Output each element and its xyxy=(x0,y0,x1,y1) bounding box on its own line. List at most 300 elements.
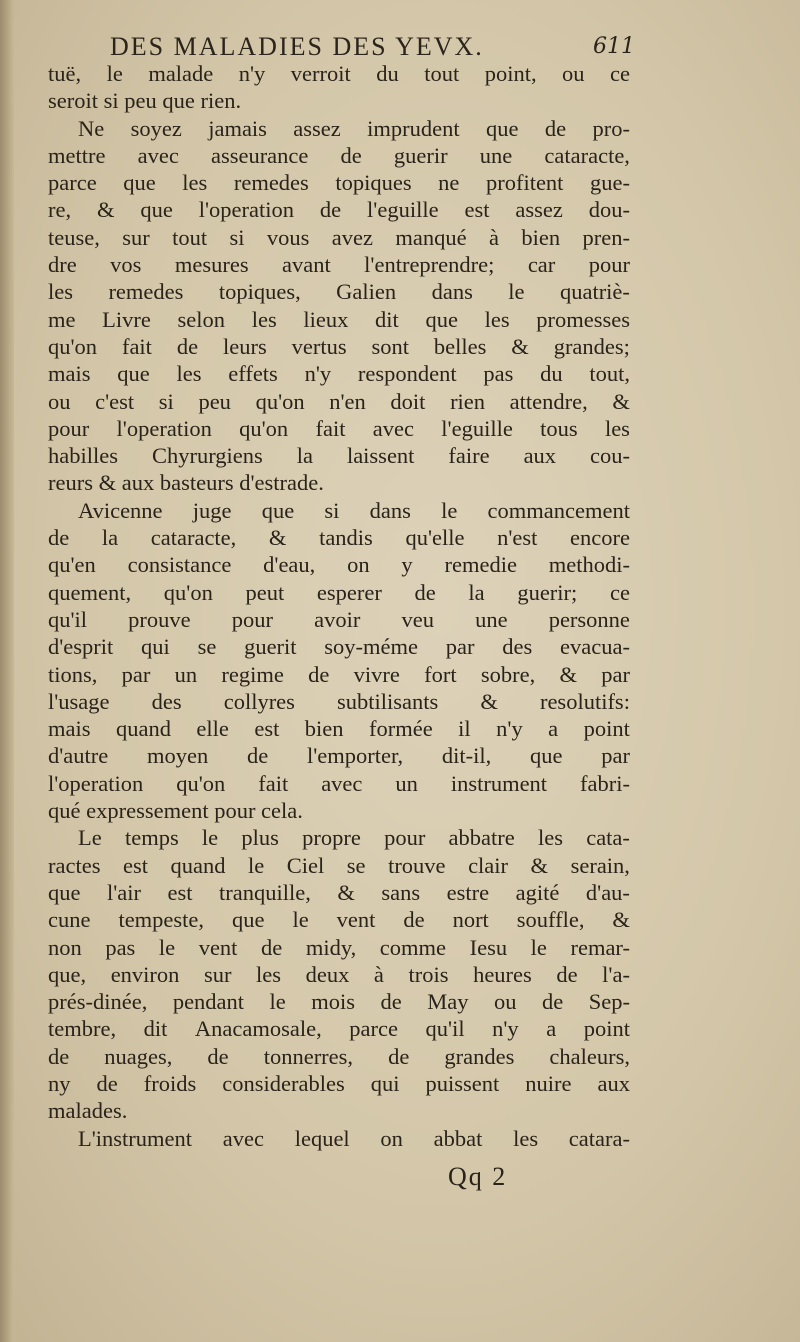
word: les xyxy=(537,825,563,851)
word: l'eguille xyxy=(441,415,513,441)
word: topiques xyxy=(335,170,412,196)
word: de xyxy=(48,1043,70,1069)
word: que xyxy=(48,879,81,905)
word: lieux xyxy=(303,306,349,332)
text-line xyxy=(48,688,630,715)
word: ce xyxy=(610,61,630,86)
word: Iesu xyxy=(469,934,508,960)
text-line xyxy=(48,60,630,87)
word: ou xyxy=(48,388,71,414)
word: c'est xyxy=(95,388,135,414)
word: on xyxy=(380,1125,403,1151)
page-number: 611 xyxy=(593,34,635,59)
word: re, xyxy=(48,197,72,223)
page-gutter xyxy=(0,0,14,1342)
word: de xyxy=(414,579,436,605)
word: souffle, xyxy=(516,907,585,933)
word: n'est xyxy=(497,525,538,551)
word: se xyxy=(346,852,366,878)
word: remedie xyxy=(444,552,517,578)
word: & xyxy=(96,197,115,223)
word: de xyxy=(96,1070,118,1096)
word: l'a- xyxy=(602,961,630,987)
word: & xyxy=(559,661,577,687)
word: prouve xyxy=(128,606,191,632)
word: profitent xyxy=(485,170,564,196)
word: le xyxy=(292,907,309,933)
word: teuse, xyxy=(48,224,100,250)
word: des xyxy=(502,634,533,660)
word: gue- xyxy=(589,170,630,196)
word: grandes xyxy=(444,1043,515,1069)
word: dre xyxy=(48,252,77,278)
word: le xyxy=(201,825,219,851)
word: par xyxy=(601,661,630,687)
word: que xyxy=(261,497,295,523)
word: avoir xyxy=(314,606,361,632)
word: se xyxy=(197,634,217,660)
word: puissent xyxy=(425,1070,500,1096)
word: topiques, xyxy=(218,279,301,305)
word: de xyxy=(556,961,578,987)
text-line xyxy=(48,606,630,633)
word: a xyxy=(548,716,559,742)
word: habilles xyxy=(48,443,118,469)
text-line xyxy=(48,824,630,851)
word: lequel xyxy=(294,1125,350,1151)
word: parce xyxy=(349,1016,398,1042)
word: ractes xyxy=(48,852,101,878)
word: Galien xyxy=(336,279,397,305)
text-line xyxy=(48,715,630,742)
word: à xyxy=(488,224,499,250)
word: sans xyxy=(381,879,421,905)
word: quand xyxy=(170,852,226,878)
word: est xyxy=(167,879,193,905)
word: tranquille, xyxy=(219,879,311,905)
word: cune xyxy=(48,907,91,933)
text-line xyxy=(48,224,630,251)
word: dit xyxy=(375,306,399,332)
word: un xyxy=(174,661,198,687)
text-line xyxy=(48,579,630,606)
text-line xyxy=(48,1070,630,1097)
word: doit xyxy=(390,388,426,414)
word: verroit xyxy=(290,61,351,86)
text-line xyxy=(48,988,630,1015)
word: que xyxy=(530,743,563,769)
word: evacua- xyxy=(560,634,630,660)
word: deux xyxy=(305,961,350,987)
word: qu'il xyxy=(425,1016,465,1042)
word: midy, xyxy=(305,934,357,960)
text-line xyxy=(48,169,630,196)
text-line xyxy=(48,388,630,415)
word: cataracte, xyxy=(150,525,237,551)
word: methodi- xyxy=(548,552,630,578)
word: le xyxy=(508,279,525,305)
word: qu'il xyxy=(48,606,88,632)
word: pren- xyxy=(582,224,630,250)
word: n'y xyxy=(492,1016,519,1042)
word: les xyxy=(176,361,202,387)
word: mais xyxy=(48,361,91,387)
word: que xyxy=(232,907,265,933)
word: soy-méme xyxy=(324,634,419,660)
word: leurs xyxy=(222,333,267,359)
word: de xyxy=(319,197,342,223)
word: vous xyxy=(266,224,310,250)
word: n'en xyxy=(329,388,366,414)
word: de xyxy=(380,989,402,1015)
word: subtilisants xyxy=(337,688,439,714)
word: guerir; xyxy=(517,579,578,605)
word: par xyxy=(121,661,151,687)
word: le xyxy=(106,61,123,86)
text-line xyxy=(48,934,630,961)
word: nuages, xyxy=(104,1043,173,1069)
word: tonnerres, xyxy=(263,1043,354,1069)
word: non xyxy=(48,934,82,960)
word: si xyxy=(229,224,245,250)
word: que xyxy=(117,361,150,387)
word: ny xyxy=(48,1070,71,1096)
word: effets xyxy=(228,361,278,387)
word: d'eau, xyxy=(263,552,316,578)
word: dit-il, xyxy=(441,743,492,769)
word: mesures xyxy=(174,252,249,278)
word: collyres xyxy=(223,688,295,714)
word: & xyxy=(268,525,287,551)
word: comme xyxy=(379,934,447,960)
word: encore xyxy=(570,525,630,551)
word: Livre xyxy=(102,306,151,332)
word: avec xyxy=(321,770,363,796)
word: fait xyxy=(315,415,346,441)
word: n'y xyxy=(496,716,523,742)
word: Avicenne xyxy=(78,497,163,523)
word: laissent xyxy=(346,443,415,469)
text-line xyxy=(48,196,630,223)
word: on xyxy=(347,552,370,578)
word: n'y xyxy=(238,61,266,86)
word: heures xyxy=(473,961,532,987)
word: des xyxy=(151,688,182,714)
word: dit xyxy=(143,1016,168,1042)
word: cata- xyxy=(586,825,630,851)
word: les xyxy=(251,306,277,332)
word: tout, xyxy=(589,361,630,387)
word: serain, xyxy=(570,852,630,878)
word: Sep- xyxy=(588,989,630,1015)
text-line: seroit si peu que rien. xyxy=(48,88,242,114)
word: un xyxy=(395,770,418,796)
word: ne xyxy=(438,170,460,196)
text-line xyxy=(48,333,630,360)
word: l'operation xyxy=(48,770,144,796)
text-line: malades. xyxy=(48,1098,128,1124)
word: est xyxy=(254,716,280,742)
word: de xyxy=(388,1043,410,1069)
word: esperer xyxy=(316,579,382,605)
word: Ciel xyxy=(286,852,325,878)
word: fort xyxy=(424,661,457,687)
word: estre xyxy=(446,879,490,905)
text-line xyxy=(48,551,630,578)
text-line xyxy=(48,524,630,551)
word: manqué xyxy=(395,224,467,250)
word: promesses xyxy=(536,306,630,332)
word: abbat xyxy=(433,1125,483,1151)
word: regime xyxy=(221,661,284,687)
word: me xyxy=(48,306,76,332)
word: de xyxy=(403,907,425,933)
word: mois xyxy=(311,989,356,1015)
word: Le xyxy=(78,825,102,851)
word: le xyxy=(530,934,547,960)
word: remedes xyxy=(108,279,184,305)
word: elle xyxy=(196,716,229,742)
word: avec xyxy=(137,142,179,168)
word: dans xyxy=(369,497,411,523)
word: agité xyxy=(515,879,560,905)
word: pour xyxy=(48,415,90,441)
word: point xyxy=(583,1016,630,1042)
word: catara- xyxy=(568,1125,630,1151)
word: fait xyxy=(121,333,152,359)
word: de xyxy=(261,934,283,960)
word: plus xyxy=(241,825,279,851)
word: & xyxy=(530,852,549,878)
word: du xyxy=(540,361,563,387)
word: bien xyxy=(521,224,561,250)
word: resolutifs: xyxy=(539,688,630,714)
word: imprudent xyxy=(367,115,460,141)
word: de xyxy=(207,1043,229,1069)
word: n'y xyxy=(304,361,332,387)
text-line xyxy=(48,1125,630,1152)
word: par xyxy=(445,634,475,660)
word: trouve xyxy=(388,852,446,878)
word: clair xyxy=(468,852,509,878)
word: tions, xyxy=(48,661,98,687)
word: vos xyxy=(110,252,142,278)
word: les xyxy=(484,306,510,332)
word: il xyxy=(458,716,471,742)
word: instrument xyxy=(450,770,548,796)
word: froids xyxy=(143,1070,197,1096)
word: à xyxy=(373,961,384,987)
word: dans xyxy=(431,279,473,305)
text-line xyxy=(48,306,630,333)
word: bien xyxy=(304,716,344,742)
word: ce xyxy=(609,579,630,605)
text-line xyxy=(48,115,630,142)
word: peu xyxy=(198,388,231,414)
word: Anacamosale, xyxy=(194,1016,322,1042)
word: les xyxy=(48,279,73,305)
word: & xyxy=(612,907,630,933)
word: l'emporter, xyxy=(306,743,404,769)
word: moyen xyxy=(147,743,209,769)
word: sobre, xyxy=(480,661,536,687)
word: une xyxy=(475,606,508,632)
word: de xyxy=(308,661,330,687)
word: vertus xyxy=(291,333,347,359)
word: parce xyxy=(48,170,97,196)
word: les xyxy=(513,1125,539,1151)
text-line xyxy=(48,742,630,769)
word: qu'on xyxy=(163,579,213,605)
word: que xyxy=(425,306,458,332)
text-line xyxy=(48,661,630,688)
text-line xyxy=(48,906,630,933)
word: assez xyxy=(293,115,341,141)
text-line xyxy=(48,633,630,660)
word: fabri- xyxy=(580,770,630,796)
text-line xyxy=(48,1043,630,1070)
word: l'operation xyxy=(116,415,212,441)
word: mettre xyxy=(48,142,106,168)
word: consistance xyxy=(127,552,232,578)
text-line xyxy=(48,497,630,524)
word: point xyxy=(583,716,630,742)
word: avec xyxy=(372,415,414,441)
word: que xyxy=(123,170,156,196)
text-line xyxy=(48,142,630,169)
word: que xyxy=(140,197,173,223)
word: quand xyxy=(115,716,171,742)
word: qu'on xyxy=(239,415,289,441)
word: commancement xyxy=(487,497,630,523)
word: environ xyxy=(110,961,180,987)
word: jamais xyxy=(208,115,267,141)
word: vivre xyxy=(353,661,400,687)
text-line xyxy=(48,251,630,278)
word: May xyxy=(427,989,469,1015)
word: juge xyxy=(192,497,232,523)
word: qu'en xyxy=(48,552,96,578)
word: peut xyxy=(245,579,285,605)
text-line xyxy=(48,961,630,988)
word: aux xyxy=(597,1070,630,1096)
word: remar- xyxy=(570,934,630,960)
word: que xyxy=(485,115,519,141)
word: l'air xyxy=(107,879,142,905)
word: du xyxy=(376,61,399,86)
word: l'usage xyxy=(48,688,110,714)
word: d'esprit xyxy=(48,634,114,660)
word: une xyxy=(479,142,513,168)
word: faire xyxy=(448,443,490,469)
word: le xyxy=(269,989,286,1015)
word: temps xyxy=(124,825,179,851)
word: qu'on xyxy=(255,388,305,414)
word: ou xyxy=(493,989,517,1015)
word: pour xyxy=(231,606,274,632)
word: pas xyxy=(105,934,136,960)
word: car xyxy=(527,252,556,278)
word: avant xyxy=(282,252,331,278)
word: & xyxy=(337,879,355,905)
word: L'instrument xyxy=(78,1125,193,1151)
word: tandis xyxy=(319,525,373,551)
word: y xyxy=(401,552,413,578)
word: chaleurs, xyxy=(549,1043,630,1069)
word: malade xyxy=(148,61,214,86)
word: qu'on xyxy=(48,333,98,359)
word: a xyxy=(546,1016,557,1042)
word: pendant xyxy=(172,989,245,1015)
word: & xyxy=(511,333,529,359)
word: attendre, xyxy=(509,388,588,414)
word: propre xyxy=(302,825,361,851)
word: pour xyxy=(588,252,630,278)
word: fait xyxy=(258,770,289,796)
word: trois xyxy=(408,961,449,987)
word: avec xyxy=(222,1125,264,1151)
word: que, xyxy=(48,961,87,987)
word: guerit xyxy=(244,634,297,660)
word: les xyxy=(256,961,282,987)
word: pro- xyxy=(592,115,630,141)
word: de xyxy=(246,743,269,769)
word: d'au- xyxy=(585,879,630,905)
word: nort xyxy=(452,907,489,933)
word: guerir xyxy=(393,142,448,168)
word: asseurance xyxy=(210,142,309,168)
running-title: DES MALADIES DES YEVX. xyxy=(110,32,484,61)
word: la xyxy=(296,443,313,469)
word: formée xyxy=(369,716,433,742)
word: assez xyxy=(515,197,563,223)
word: considerables xyxy=(222,1070,345,1096)
word: est xyxy=(464,197,490,223)
word: sont xyxy=(371,333,410,359)
word: d'autre xyxy=(48,743,109,769)
word: de xyxy=(544,115,567,141)
word: remedes xyxy=(233,170,309,196)
word: veu xyxy=(401,606,434,632)
word: si xyxy=(324,497,340,523)
word: Ne xyxy=(78,115,105,141)
word: soyez xyxy=(130,115,182,141)
word: de xyxy=(48,525,70,551)
word: & xyxy=(612,388,630,414)
word: mais xyxy=(48,716,91,742)
word: & xyxy=(480,688,498,714)
word: rien xyxy=(450,388,486,414)
word: point, xyxy=(484,61,537,86)
word: pour xyxy=(384,825,426,851)
word: abbatre xyxy=(448,825,515,851)
word: la xyxy=(468,579,485,605)
word: quatriè- xyxy=(559,279,630,305)
word: cataracte, xyxy=(544,142,630,168)
word: respondent xyxy=(357,361,457,387)
word: qui xyxy=(141,634,170,660)
word: par xyxy=(601,743,630,769)
body-text xyxy=(48,60,630,1152)
word: belles xyxy=(433,333,487,359)
word: grandes; xyxy=(553,333,630,359)
word: dou- xyxy=(588,197,630,223)
word: tous xyxy=(540,415,578,441)
word: qu'elle xyxy=(405,525,465,551)
text-line xyxy=(48,360,630,387)
text-line xyxy=(48,879,630,906)
word: qu'on xyxy=(176,770,226,796)
